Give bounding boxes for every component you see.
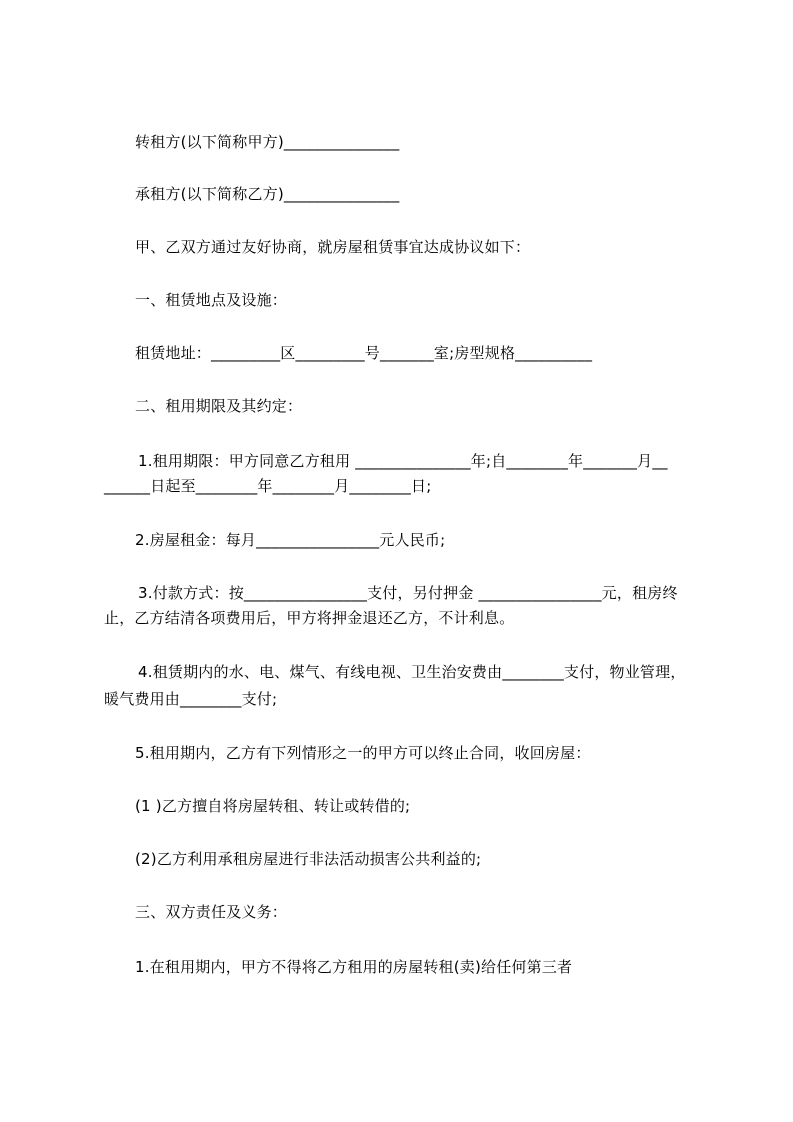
rent-line: 2.房屋租金：每月________________元人民币; <box>135 531 446 549</box>
lease-term-line-1: 1.租用期限：甲方同意乙方租用 _______________年;自________年_______月__ <box>138 452 668 470</box>
lease-term-line-2: ______日起至________年________月________日; <box>104 477 432 495</box>
section-3-heading: 三、双方责任及义务： <box>135 903 288 921</box>
agreement-intro: 甲、乙双方通过友好协商，就房屋租赁事宜达成协议如下： <box>135 238 531 256</box>
rental-address-line: 租赁地址：_________区_________号_______室;房型规格__________ <box>135 344 593 362</box>
sublessor-line: 转租方(以下简称甲方)_______________ <box>135 133 400 151</box>
utilities-line-1: 4.租赁期内的水、电、煤气、有线电视、卫生治安费由________支付，物业管理， <box>138 663 686 681</box>
termination-line: 5.租用期内，乙方有下列情形之一的甲方可以终止合同，收回房屋： <box>135 744 591 762</box>
section-2-heading: 二、租用期限及其约定： <box>135 397 303 415</box>
payment-line-2: 止，乙方结清各项费用后，甲方将押金退还乙方，不计利息。 <box>104 609 515 627</box>
lessee-line: 承租方(以下简称乙方)_______________ <box>135 185 400 203</box>
responsibility-line-1: 1.在租用期内，甲方不得将乙方租用的房屋转租(卖)给任何第三者 <box>135 958 573 976</box>
termination-item-2: (2)乙方利用承租房屋进行非法活动损害公共利益的; <box>135 850 482 868</box>
section-1-heading: 一、租赁地点及设施： <box>135 291 288 309</box>
payment-line-1: 3.付款方式：按________________支付，另付押金 ________________元，租房终 <box>138 584 678 602</box>
utilities-line-2: 暖气费用由________支付; <box>104 690 278 708</box>
termination-item-1: (1 )乙方擅自将房屋转租、转让或转借的; <box>135 797 411 815</box>
